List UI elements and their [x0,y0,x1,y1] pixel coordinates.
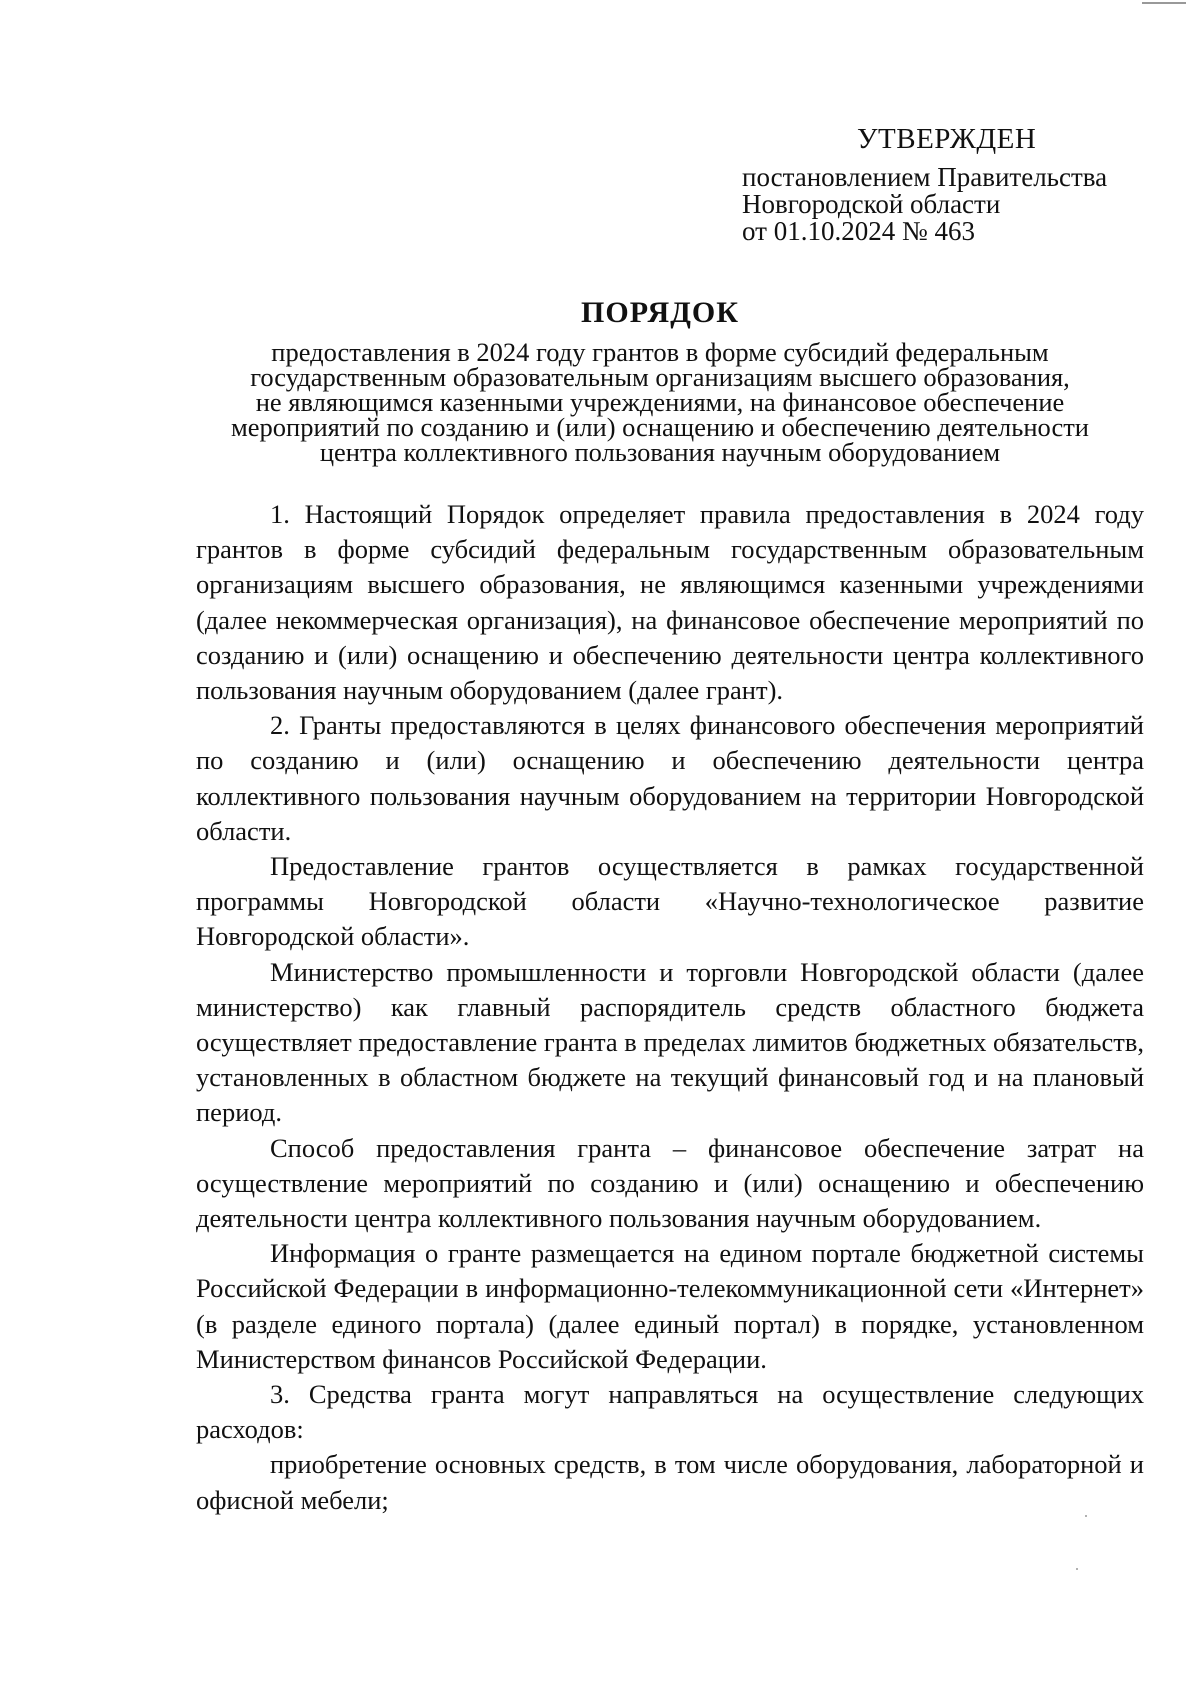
paragraph-ministry: Министерство промышленности и торговли Новгородской области (далее министерство) как главный распорядитель средств областного бюджета осуществляет предоставление гранта в пределах лимитов бюджетных обязательств, установленных в областном бюджете на текущий финансовый год и на плановый период. [196,956,1144,1128]
document-subtitle-line: мероприятий по созданию и (или) оснащению и обеспечению деятельности [231,412,1089,442]
approval-line: от 01.10.2024 № 463 [742,216,975,246]
scan-mark [1142,2,1186,4]
paragraph-grant-method: Способ предоставления гранта – финансовое обеспечение затрат на осуществление мероприятий по созданию и (или) оснащению и обеспечению деятельности центра коллективного пользования научным оборудованием. [196,1132,1144,1234]
approval-heading: УТВЕРЖДЕН [857,123,1037,155]
document-body [196,497,1144,1518]
paragraph-funding-program: Предоставление грантов осуществляется в рамках государственной программы Новгородской области «Научно-технологическое развитие Новгородской области». [196,851,1144,952]
document-title: ПОРЯДОК [581,296,739,329]
approval-line: Новгородской области [742,189,1001,219]
paragraph-portal-info: Информация о гранте размещается на едином портале бюджетной системы Российской Федерации в информационно-телекоммуникационной сети «Интернет» (в разделе единого портала) (далее единый портал) в порядке, установленном Министерством финансов Российской Федерации. [196,1238,1144,1374]
document-subtitle-line: центра коллективного пользования научным оборудованием [319,437,1001,467]
paragraph-expense-item: приобретение основных средств, в том числе оборудования, лабораторной и офисной мебели; [196,1449,1144,1515]
document-subtitle-line: предоставления в 2024 году грантов в форме субсидий федеральным [271,337,1049,367]
document-subtitle-line: не являющимся казенными учреждениями, на финансовое обеспечение [255,387,1065,417]
paragraph-2: 2. Гранты предоставляются в целях финансового обеспечения мероприятий по созданию и (или) оснащению и обеспечению деятельности центра коллективного пользования научным оборудованием на территории Новгородской области. [196,710,1144,846]
document-title-block [195,296,1125,465]
document-subtitle-line: государственным образовательным организациям высшего образования, [250,362,1070,392]
paragraph-1: 1. Настоящий Порядок определяет правила предоставления в 2024 году грантов в форме субсидий федеральным государственным образовательным организациям высшего образования, не являющимся казенными учреждениями (далее некоммерческая организация), на финансовое обеспечение мероприятий по созданию и (или) оснащению и обеспечению деятельности центра коллективного пользования научным оборудованием (далее грант). [196,499,1144,706]
paragraph-3: 3. Средства гранта могут направляться на осуществление следующих расходов: [196,1379,1144,1445]
approval-line: постановлением Правительства [742,162,1108,192]
scan-speck [1076,1568,1078,1570]
approval-stamp-block [742,122,1162,245]
